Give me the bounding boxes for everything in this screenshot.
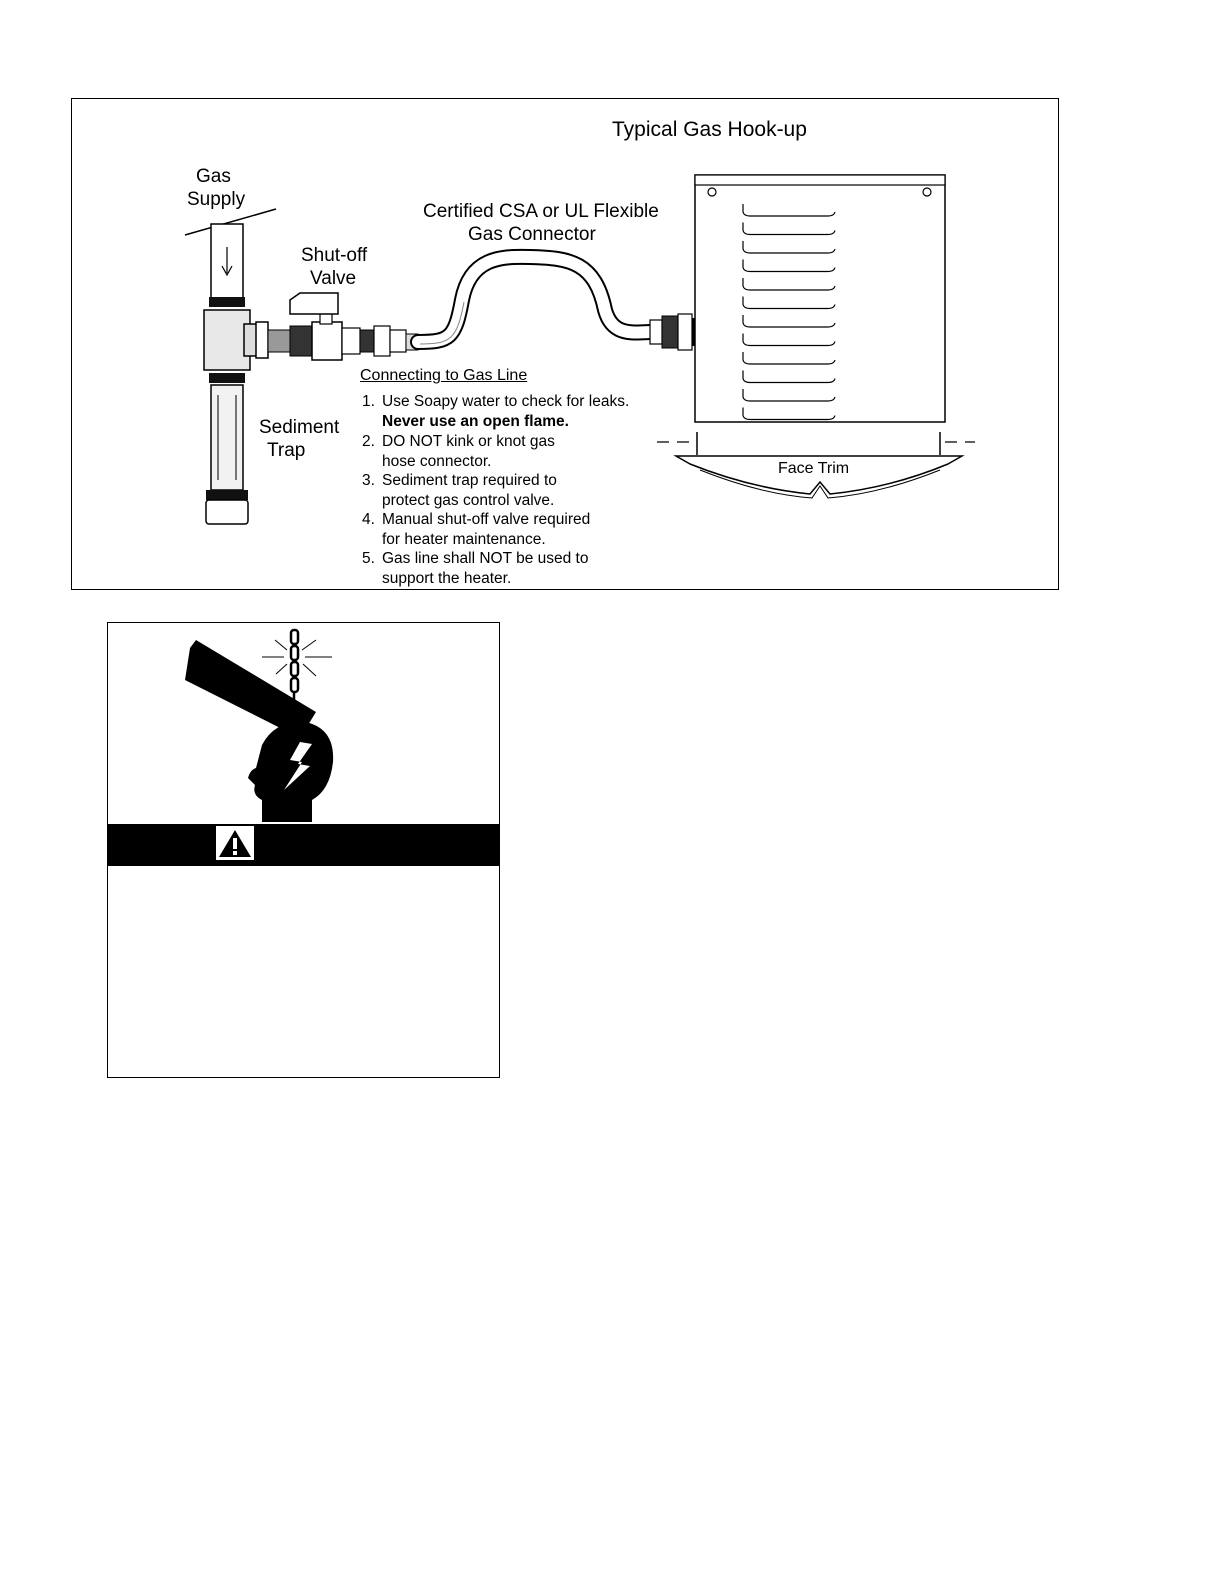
connector-label-line1: Certified CSA or UL Flexible	[423, 201, 659, 222]
step-text-continued: hose connector.	[382, 452, 492, 470]
step-text: DO NOT kink or knot gas	[382, 433, 555, 450]
step-text-warning: Never use an open flame.	[382, 412, 569, 430]
warning-header-bar	[107, 824, 500, 866]
step-text: Manual shut-off valve required	[382, 511, 591, 528]
connecting-step-1	[362, 392, 629, 431]
gas-supply-label-line2: Supply	[187, 189, 246, 210]
step-text: Use Soapy water to check for leaks.	[382, 393, 630, 410]
shutoff-valve-label-line1: Shut-off	[301, 245, 368, 266]
step-text-continued: support the heater.	[382, 569, 512, 587]
connecting-step-3	[362, 471, 557, 510]
step-number: 3.	[362, 472, 375, 489]
connecting-step-2	[362, 432, 555, 471]
step-number: 2.	[362, 433, 375, 450]
shutoff-valve-label-line2: Valve	[310, 268, 357, 289]
step-number: 4.	[362, 511, 375, 528]
step-text-continued: for heater maintenance.	[382, 530, 546, 548]
sediment-trap-label-line1: Sediment	[259, 417, 340, 438]
connecting-steps-heading: Connecting to Gas Line	[360, 367, 528, 384]
step-text: Gas line shall NOT be used to	[382, 550, 589, 567]
connecting-step-4	[362, 510, 590, 549]
diagram-title: Typical Gas Hook-up	[612, 118, 807, 141]
step-number: 1.	[362, 393, 375, 410]
step-number: 5.	[362, 550, 375, 567]
sediment-trap-label-line2: Trap	[267, 440, 306, 461]
step-text-continued: protect gas control valve.	[382, 491, 555, 509]
gas-supply-label-line1: Gas	[196, 166, 231, 187]
step-text: Sediment trap required to	[382, 472, 557, 489]
connector-label-line2: Gas Connector	[468, 224, 596, 245]
face-trim-label: Face Trim	[778, 460, 850, 477]
connecting-step-5	[362, 549, 589, 588]
